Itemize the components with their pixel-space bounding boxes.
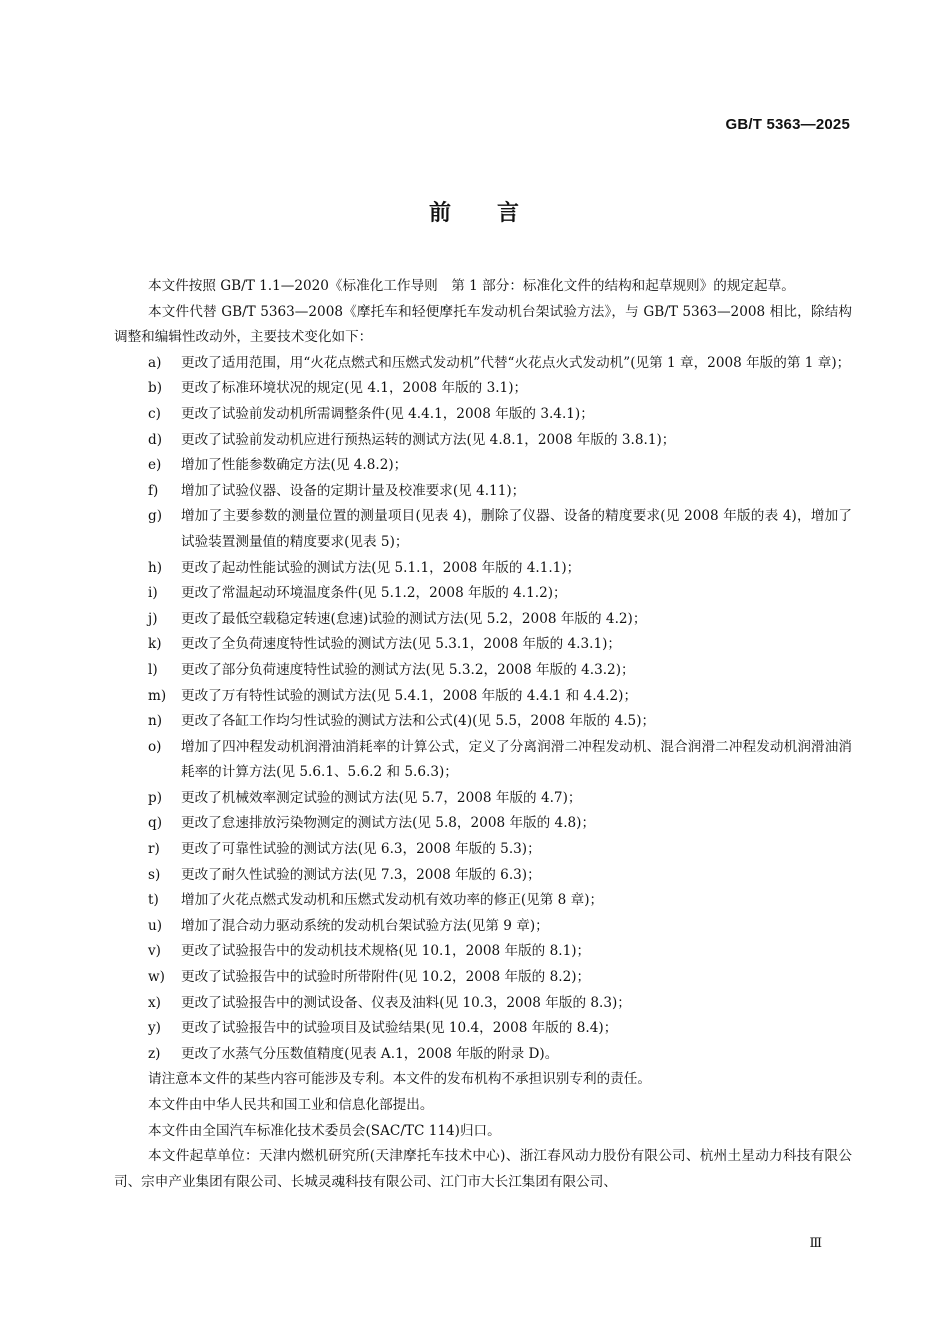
change-item-marker: f) bbox=[148, 482, 159, 499]
change-item bbox=[114, 428, 852, 454]
paragraph-patent-notice: 请注意本文件的某些内容可能涉及专利。本文件的发布机构不承担识别专利的责任。 bbox=[148, 1071, 651, 1088]
change-item-text: 增加了四冲程发动机润滑油消耗率的计算公式，定义了分离润滑二冲程发动机、混合润滑二冲程发动机润滑油消耗率的计算方法(见 5.6.1、5.6.2 和 5.6.3)； bbox=[181, 738, 852, 781]
change-item-text: 更改了起动性能试验的测试方法(见 5.1.1，2008 年版的 4.1.1)； bbox=[181, 559, 581, 576]
change-item-marker: s) bbox=[148, 866, 161, 883]
change-item bbox=[114, 939, 852, 965]
title-char-1: 前 bbox=[428, 201, 453, 226]
change-item-text: 更改了部分负荷速度特性试验的测试方法(见 5.3.2，2008 年版的 4.3.2)； bbox=[181, 661, 635, 678]
change-item-text: 更改了试验前发动机所需调整条件(见 4.4.1，2008 年版的 3.4.1)； bbox=[181, 405, 594, 422]
change-item bbox=[114, 837, 852, 863]
change-item-marker: e) bbox=[148, 457, 162, 474]
change-item-marker: p) bbox=[148, 789, 163, 806]
change-item-text: 更改了试验报告中的试验时所带附件(见 10.2，2008 年版的 8.2)； bbox=[181, 969, 591, 986]
change-item-marker: h) bbox=[148, 559, 163, 576]
change-item bbox=[114, 658, 852, 684]
change-item-marker: x) bbox=[148, 994, 161, 1011]
change-item-marker: y) bbox=[148, 1020, 161, 1037]
change-item-text: 更改了标准环境状况的规定(见 4.1，2008 年版的 3.1)； bbox=[181, 380, 528, 397]
change-item-marker: d) bbox=[148, 431, 163, 448]
change-item bbox=[114, 556, 852, 582]
change-item-marker: k) bbox=[148, 636, 162, 653]
change-item-text: 更改了各缸工作均匀性试验的测试方法和公式(4)(见 5.5，2008 年版的 4.5)； bbox=[181, 713, 656, 730]
foreword-body bbox=[114, 274, 852, 1195]
change-item-text: 更改了最低空载稳定转速(怠速)试验的测试方法(见 5.2，2008 年版的 4.2)； bbox=[181, 610, 647, 627]
change-item-marker: m) bbox=[148, 687, 167, 704]
change-item bbox=[114, 735, 852, 786]
change-item-text: 更改了全负荷速度特性试验的测试方法(见 5.3.1，2008 年版的 4.3.1)； bbox=[181, 636, 621, 653]
change-item bbox=[114, 453, 852, 479]
change-item bbox=[114, 684, 852, 710]
paragraph-administered-by: 本文件由全国汽车标准化技术委员会(SAC/TC 114)归口。 bbox=[148, 1122, 501, 1139]
change-item-text: 更改了适用范围，用“火花点燃式和压燃式发动机”代替“火花点火式发动机”(见第 1 章，2008 年版的第 1 章)； bbox=[181, 354, 851, 371]
change-item-text: 增加了性能参数确定方法(见 4.8.2)； bbox=[181, 457, 408, 474]
technical-changes-list bbox=[114, 351, 852, 1068]
change-item bbox=[114, 991, 852, 1017]
change-item-marker: w) bbox=[148, 969, 165, 986]
page-title bbox=[0, 196, 950, 227]
change-item bbox=[114, 479, 852, 505]
paragraph-drafting-units: 本文件起草单位：天津内燃机研究所(天津摩托车技术中心)、浙江春风动力股份有限公司、杭州土星动力科技有限公司、宗申产业集团有限公司、长城灵魂科技有限公司、江门市大长江集团有限公司、 bbox=[114, 1148, 852, 1190]
change-item bbox=[114, 811, 852, 837]
change-item-marker: n) bbox=[148, 713, 163, 730]
change-item-marker: g) bbox=[148, 508, 163, 525]
change-item-marker: z) bbox=[148, 1045, 161, 1062]
page-number: Ⅲ bbox=[809, 1236, 822, 1251]
change-item bbox=[114, 402, 852, 428]
change-item-text: 更改了耐久性试验的测试方法(见 7.3，2008 年版的 6.3)； bbox=[181, 866, 541, 883]
change-item-text: 增加了混合动力驱动系统的发动机台架试验方法(见第 9 章)； bbox=[181, 917, 549, 934]
change-item-text: 更改了怠速排放污染物测定的测试方法(见 5.8，2008 年版的 4.8)； bbox=[181, 815, 596, 832]
change-item-marker: u) bbox=[148, 917, 163, 934]
change-item-marker: o) bbox=[148, 738, 162, 755]
change-item-text: 更改了可靠性试验的测试方法(见 6.3，2008 年版的 5.3)； bbox=[181, 841, 541, 858]
paragraph-proposed-by: 本文件由中华人民共和国工业和信息化部提出。 bbox=[148, 1097, 434, 1113]
change-item bbox=[114, 351, 852, 377]
change-item bbox=[114, 504, 852, 555]
change-item bbox=[114, 1016, 852, 1042]
change-item-text: 增加了火花点燃式发动机和压燃式发动机有效功率的修正(见第 8 章)； bbox=[181, 892, 604, 909]
change-item bbox=[114, 965, 852, 991]
change-item-text: 更改了试验前发动机应进行预热运转的测试方法(见 4.8.1，2008 年版的 3.8.1)； bbox=[181, 431, 676, 448]
change-item-marker: t) bbox=[148, 892, 159, 909]
standard-number: GB/T 5363—2025 bbox=[725, 116, 850, 133]
change-item bbox=[114, 914, 852, 940]
change-item bbox=[114, 607, 852, 633]
change-item-text: 更改了试验报告中的试验项目及试验结果(见 10.4，2008 年版的 8.4)； bbox=[181, 1020, 618, 1037]
change-item-text: 增加了试验仪器、设备的定期计量及校准要求(见 4.11)； bbox=[181, 482, 526, 499]
change-item-marker: b) bbox=[148, 380, 163, 397]
change-item-text: 更改了试验报告中的测试设备、仪表及油料(见 10.3，2008 年版的 8.3)； bbox=[181, 994, 631, 1011]
change-item bbox=[114, 786, 852, 812]
paragraph-replacement: 本文件代替 GB/T 5363—2008《摩托车和轻便摩托车发动机台架试验方法》，与 GB/T 5363—2008 相比，除结构调整和编辑性改动外，主要技术变化如下： bbox=[114, 303, 852, 346]
change-item-marker: j) bbox=[148, 610, 158, 627]
change-item bbox=[114, 1042, 852, 1068]
paragraph-drafting-rules: 本文件按照 GB/T 1.1—2020《标准化工作导则 第 1 部分：标准化文件的结构和起草规则》的规定起草。 bbox=[148, 278, 795, 294]
change-item-text: 更改了水蒸气分压数值精度(见表 A.1，2008 年版的附录 D)。 bbox=[181, 1045, 559, 1062]
change-item-text: 更改了常温起动环境温度条件(见 5.1.2，2008 年版的 4.1.2)； bbox=[181, 585, 567, 602]
change-item-text: 更改了试验报告中的发动机技术规格(见 10.1，2008 年版的 8.1)； bbox=[181, 943, 591, 960]
change-item-marker: r) bbox=[148, 841, 160, 858]
change-item-text: 更改了万有特性试验的测试方法(见 5.4.1，2008 年版的 4.4.1 和 4.4.2)； bbox=[181, 687, 638, 704]
change-item bbox=[114, 632, 852, 658]
change-item-marker: c) bbox=[148, 405, 161, 422]
change-item-marker: l) bbox=[148, 661, 158, 678]
change-item bbox=[114, 863, 852, 889]
change-item-marker: i) bbox=[148, 585, 158, 602]
change-item bbox=[114, 581, 852, 607]
change-item-marker: v) bbox=[148, 943, 161, 960]
change-item bbox=[114, 376, 852, 402]
title-char-2: 言 bbox=[497, 201, 522, 226]
change-item-text: 更改了机械效率测定试验的测试方法(见 5.7，2008 年版的 4.7)； bbox=[181, 789, 582, 806]
change-item-text: 增加了主要参数的测量位置的测量项目(见表 4)，删除了仪器、设备的精度要求(见 2008 年版的表 4)，增加了试验装置测量值的精度要求(见表 5)； bbox=[181, 508, 852, 550]
change-item-marker: q) bbox=[148, 815, 163, 832]
change-item-marker: a) bbox=[148, 354, 162, 371]
change-item bbox=[114, 709, 852, 735]
change-item bbox=[114, 888, 852, 914]
